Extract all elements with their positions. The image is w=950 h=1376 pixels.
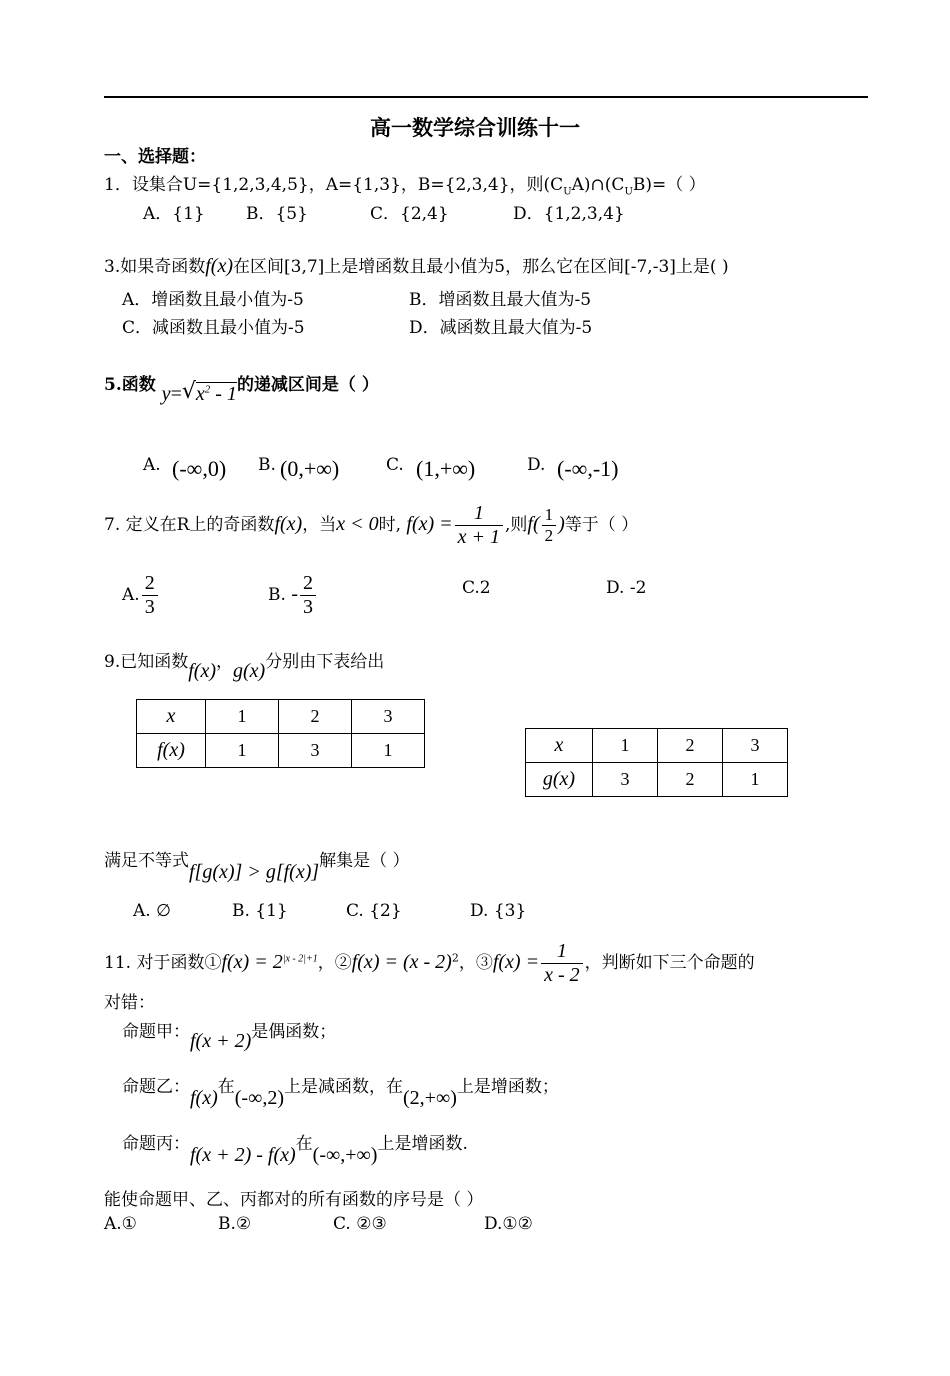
section-heading: 一、选择题： [104, 147, 206, 167]
question-3-option-b: B．增函数且最大值为-5 [409, 290, 592, 310]
question-5-interval-c: (1,+∞) [416, 456, 476, 481]
table-f-cell: x [137, 700, 206, 734]
table-g-cell: g(x) [526, 763, 593, 797]
question-11-option-c: C. ②③ [333, 1214, 387, 1234]
header-rule [104, 96, 868, 98]
proposition-bing: 命题丙：f(x + 2) - f(x)在(-∞,+∞)上是增函数. [122, 1134, 468, 1166]
question-7-option-c: C.2 [462, 578, 491, 598]
question-7-option-a: A. $\frac{2}{3}$ [122, 572, 160, 619]
proposition-yi: 命题乙：f(x)在(-∞,2)上是减函数，在(2,+∞)上是增函数； [122, 1077, 559, 1109]
table-g-cell: 1 [723, 763, 788, 797]
table-g-cell: 2 [658, 729, 723, 763]
table-f-cell: 1 [206, 734, 279, 768]
question-5-label-d: D. [527, 455, 546, 475]
question-7-option-b: B. - $\frac{2}{3}$ [268, 572, 318, 619]
question-5-interval-b: (0,+∞) [280, 456, 340, 481]
question-11-stem: 11. 对于函数①f(x) = $2^{|x - 2|+1}$，②f(x) = (x - 2)$^2$，③f(x) = $\frac{1}{x - 2}$ ，判断如下三个命题的 [104, 940, 755, 986]
question-1-stem: 1．设集合U={1,2,3,4,5}，A={1,3}，B={2,3,4}，则$(C_UA)\cap(C_UB)=$（ ） [104, 175, 706, 198]
question-5-label-b: B. [258, 455, 276, 475]
question-9-option-b: B. {1} [232, 901, 288, 921]
table-g-cell: x [526, 729, 593, 763]
question-3-option-d: D．减函数且最大值为-5 [409, 318, 593, 338]
table-g-header-row [526, 729, 788, 763]
question-9-option-d: D. {3} [470, 901, 527, 921]
table-f-cell: 3 [352, 700, 425, 734]
question-11-ask: 能使命题甲、乙、丙都对的所有函数的序号是（ ） [104, 1190, 484, 1210]
question-9-stem: 9.已知函数f(x)，g(x)分别由下表给出 [104, 652, 385, 682]
question-9-option-a: A. ∅ [133, 901, 171, 921]
table-f-value-row [137, 734, 425, 768]
question-9-inequality: 满足不等式f[g(x)] > g[f(x)]解集是（ ） [104, 851, 410, 883]
question-3-option-a: A．增函数且最小值为-5 [122, 290, 304, 310]
question-11-option-a: A.① [104, 1214, 137, 1234]
table-f-cell: 1 [352, 734, 425, 768]
table-g [525, 728, 788, 797]
question-5-stem: 5.函数 $y=√x^2 - 1$的递减区间是（ ） [104, 375, 379, 405]
table-g-cell: 1 [593, 729, 658, 763]
question-11-option-d: D.①② [484, 1214, 533, 1234]
table-f-cell: f(x) [137, 734, 206, 768]
question-5-interval-d: (-∞,-1) [557, 456, 619, 481]
question-5-label-c: C. [386, 455, 404, 475]
table-f-header-row [137, 700, 425, 734]
question-3-option-c: C．减函数且最小值为-5 [122, 318, 305, 338]
table-g-cell: 3 [593, 763, 658, 797]
table-g-value-row [526, 763, 788, 797]
table-f [136, 699, 425, 768]
proposition-jia: 命题甲：f(x + 2)是偶函数； [122, 1022, 337, 1052]
question-11-option-b: B.② [218, 1214, 252, 1234]
question-5-interval-a: (-∞,0) [172, 456, 227, 481]
table-f-cell: 2 [279, 700, 352, 734]
question-7-option-d: D. -2 [606, 578, 647, 598]
question-7-stem: 7. 定义在R上的奇函数f(x)，当x < 0时, f(x) = $\frac{1}{x + 1}$ ,则f( $\frac{1}{2}$ )等于（ ） [104, 502, 639, 548]
table-f-cell: 3 [279, 734, 352, 768]
question-1-option-b: B．{5} [246, 204, 308, 224]
table-f-cell: 1 [206, 700, 279, 734]
table-g-cell: 2 [658, 763, 723, 797]
question-11-line2: 对错： [104, 993, 155, 1013]
question-1-option-d: D．{1,2,3,4} [513, 204, 625, 224]
question-1-option-c: C．{2,4} [370, 204, 449, 224]
question-3-stem: 3.如果奇函数f(x)在区间[3,7]上是增函数且最小值为5，那么它在区间[-7,-3]上是( ) [104, 255, 729, 277]
question-1-option-a: A．{1} [143, 204, 205, 224]
table-g-cell: 3 [723, 729, 788, 763]
question-9-option-c: C. {2} [346, 901, 402, 921]
question-5-label-a: A. [143, 455, 161, 475]
page-title: 高一数学综合训练十一 [370, 115, 580, 140]
